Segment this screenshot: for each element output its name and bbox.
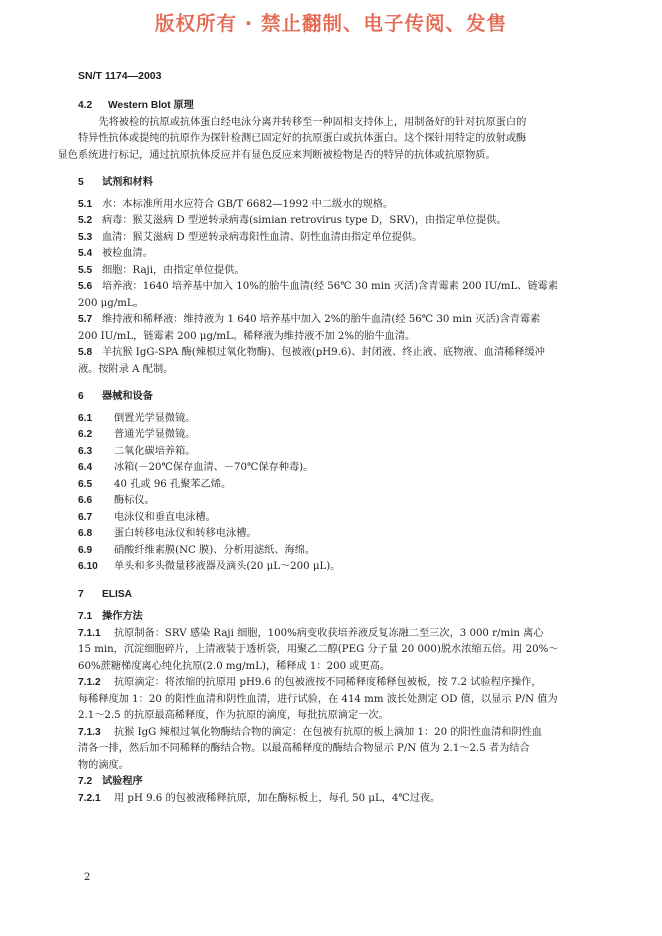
- list-item: [78, 460, 586, 477]
- item-number: 6.4: [78, 462, 93, 473]
- item-number: 6.9: [78, 544, 93, 556]
- section-7-1-heading: [78, 609, 586, 626]
- document-body: [57, 98, 586, 807]
- item-text-continuation: 200 μg/mL。: [78, 297, 144, 309]
- section-title: 器械和设备: [102, 391, 153, 402]
- item-number: 7.1.1: [78, 627, 101, 639]
- item-number: 6.2: [78, 429, 93, 440]
- paragraph-line: 先将被检的抗原或抗体蛋白经电泳分离并转移至一种固相支持体上，用制备好的针对抗原蛋白的: [98, 116, 527, 128]
- item-number: 5.1: [78, 198, 93, 210]
- item-number: 5.4: [78, 248, 93, 259]
- item-text: 培养液：1640 培养基中加入 10%的胎牛血清(经 56℃ 30 min 灭活)含青霉素 200 IU/mL、链霉素: [102, 281, 559, 292]
- list-item: [78, 246, 586, 263]
- section-number: 7.1: [78, 611, 93, 622]
- section-title: 试剂和材料: [102, 177, 153, 188]
- list-item: [78, 543, 586, 560]
- item-number: 5.6: [78, 281, 93, 292]
- item-text-continuation: 60%蔗糖梯度离心纯化抗原(2.0 mg/mL)，稀释成 1：200 或更高。: [78, 660, 391, 672]
- item-text: 40 孔或 96 孔聚苯乙烯。: [114, 478, 232, 490]
- page-number: 2: [84, 872, 91, 883]
- list-item: [78, 526, 586, 543]
- item-text-continuation: 液。按附录 A 配制。: [78, 363, 174, 375]
- list-item: [78, 675, 586, 725]
- list-item: [78, 345, 586, 378]
- section-5-list: [78, 197, 586, 379]
- list-item: [78, 626, 586, 676]
- item-number: 5.5: [78, 264, 93, 276]
- item-text: 被检血清。: [102, 248, 153, 259]
- item-number: 5.2: [78, 215, 93, 226]
- item-text: 单头和多头微量移液器及滴头(20 μL～200 μL)。: [114, 561, 341, 572]
- standard-code: SN/T 1174—2003: [78, 70, 162, 82]
- list-item: [78, 444, 586, 461]
- item-text: 倒置光学显微镜。: [114, 412, 196, 424]
- section-number: 4.2: [78, 100, 93, 111]
- section-4-2-heading: [78, 98, 586, 115]
- item-text: 细胞：Raji，由指定单位提供。: [102, 264, 245, 276]
- item-number: 6.1: [78, 412, 93, 424]
- item-text: 用 pH 9.6 的包被液稀释抗原，加在酶标板上，每孔 50 μL，4℃过夜。: [114, 792, 441, 804]
- item-text-continuation: 物的滴度。: [78, 759, 129, 771]
- item-text: 血清：猴艾滋病 D 型逆转录病毒阳性血清、阴性血清由指定单位提供。: [102, 231, 423, 243]
- section-number: 6: [78, 391, 84, 402]
- item-number: 6.3: [78, 445, 93, 457]
- item-number: 6.6: [78, 495, 93, 506]
- item-text: 硝酸纤维素膜(NC 膜)、分析用滤纸、海绵。: [114, 544, 316, 556]
- list-item: [78, 559, 586, 576]
- item-number: 7.1.2: [78, 677, 101, 688]
- list-item: [78, 213, 586, 230]
- list-item: [78, 411, 586, 428]
- item-text-continuation: 清各一排，然后加不同稀释的酶结合物。以最高稀释度的酶结合物显示 P/N 值为 2.1～2.5 者为结合: [78, 743, 530, 754]
- section-5-heading: [78, 175, 586, 192]
- item-text: 二氧化碳培养箱。: [114, 445, 196, 457]
- list-item: [78, 493, 586, 510]
- section-6-list: [78, 411, 586, 576]
- list-item: [78, 279, 586, 312]
- item-text: 羊抗猴 IgG-SPA 酶(辣根过氧化物酶)、包被液(pH9.6)、封闭液、终止液、底物液、血清稀释缓冲: [102, 347, 545, 358]
- section-title: 操作方法: [102, 611, 143, 622]
- item-number: 5.8: [78, 347, 93, 358]
- item-number: 6.5: [78, 478, 93, 490]
- item-number: 6.7: [78, 511, 93, 523]
- section-7-2-heading: [78, 774, 586, 791]
- item-text: 普通光学显微镜。: [114, 429, 196, 440]
- item-number: 5.3: [78, 231, 93, 243]
- item-text: 抗猴 IgG 辣根过氧化物酶结合物的滴定：在包被有抗原的板上滴加 1：20 的阳性血清和阴性血: [114, 726, 543, 738]
- item-number: 7.1.3: [78, 726, 101, 738]
- item-text-continuation: 2.1～2.5 的抗原最高稀释度，作为抗原的滴度，每批抗原滴定一次。: [78, 710, 389, 721]
- section-4-2-text: [57, 115, 586, 165]
- item-number: 6.10: [78, 561, 98, 572]
- watermark: 版权所有 · 禁止翻制、电子传阅、发售: [155, 12, 507, 35]
- section-number: 5: [78, 177, 84, 188]
- item-text-continuation: 200 IU/mL，链霉素 200 μg/mL。稀释液为维持液不加 2%的胎牛血清。: [78, 330, 416, 342]
- list-item: [78, 791, 586, 808]
- item-text: 蛋白转移电泳仪和转移电泳槽。: [114, 528, 257, 539]
- list-item: [78, 477, 586, 494]
- item-number: 5.7: [78, 314, 93, 325]
- list-item: [78, 510, 586, 527]
- list-item: [78, 263, 586, 280]
- item-number: 6.8: [78, 528, 93, 539]
- item-text: 电泳仪和垂直电泳槽。: [114, 511, 216, 523]
- section-number: 7.2: [78, 776, 93, 787]
- section-number: 7: [78, 588, 84, 600]
- item-text: 病毒：猴艾滋病 D 型逆转录病毒(simian retrovirus type D，SRV)，由指定单位提供。: [102, 215, 507, 226]
- section-6-heading: [78, 389, 586, 406]
- paragraph-line: 显色系统进行标记，通过抗原抗体反应并有显色反应来判断被检物是否的特异的抗体或抗原物质。: [57, 149, 496, 161]
- section-title: Western Blot 原理: [108, 100, 194, 111]
- list-item: [78, 312, 586, 345]
- list-item: [78, 230, 586, 247]
- item-text-continuation: 15 min，沉淀细胞碎片，上清液装于透析袋，用聚乙二醇(PEG 分子量 20 000)脱水浓缩五倍。用 20%～: [78, 644, 559, 655]
- list-item: [78, 427, 586, 444]
- section-7-heading: [78, 587, 586, 604]
- item-text-continuation: 每稀释度加 1：20 的阳性血清和阴性血清，进行试验，在 414 mm 波长处测定 OD 值，以显示 P/N 值为: [78, 693, 558, 705]
- list-item: [78, 725, 586, 775]
- section-title: 试验程序: [102, 776, 143, 787]
- item-text: 酶标仪。: [114, 495, 155, 506]
- section-7-1-list: [78, 626, 586, 775]
- item-number: 7.2.1: [78, 792, 101, 804]
- item-text: 抗原滴定：将浓缩的抗原用 pH9.6 的包被液按不同稀释度稀释包被板，按 7.2 试验程序操作，: [114, 677, 542, 688]
- item-text: 水：本标准所用水应符合 GB/T 6682—1992 中二级水的规格。: [102, 198, 394, 210]
- item-text: 冰箱(－20℃保存血清、－70℃保存种毒)。: [114, 462, 314, 473]
- section-7-2-list: [78, 791, 586, 808]
- paragraph-line: 特异性抗体或提纯的抗原作为探针检测已固定好的抗原蛋白或抗体蛋白。这个探针用特定的放射或酶: [78, 133, 527, 144]
- item-text: 抗原制备：SRV 感染 Raji 细胞，100%病变收获培养液反复冻融二至三次，3 000 r/min 离心: [114, 627, 544, 639]
- item-text: 维持液和稀释液：维持液为 1 640 培养基中加入 2%的胎牛血清(经 56℃ 30 min 灭活)含青霉素: [102, 314, 541, 325]
- section-title: ELISA: [102, 588, 133, 600]
- list-item: [78, 197, 586, 214]
